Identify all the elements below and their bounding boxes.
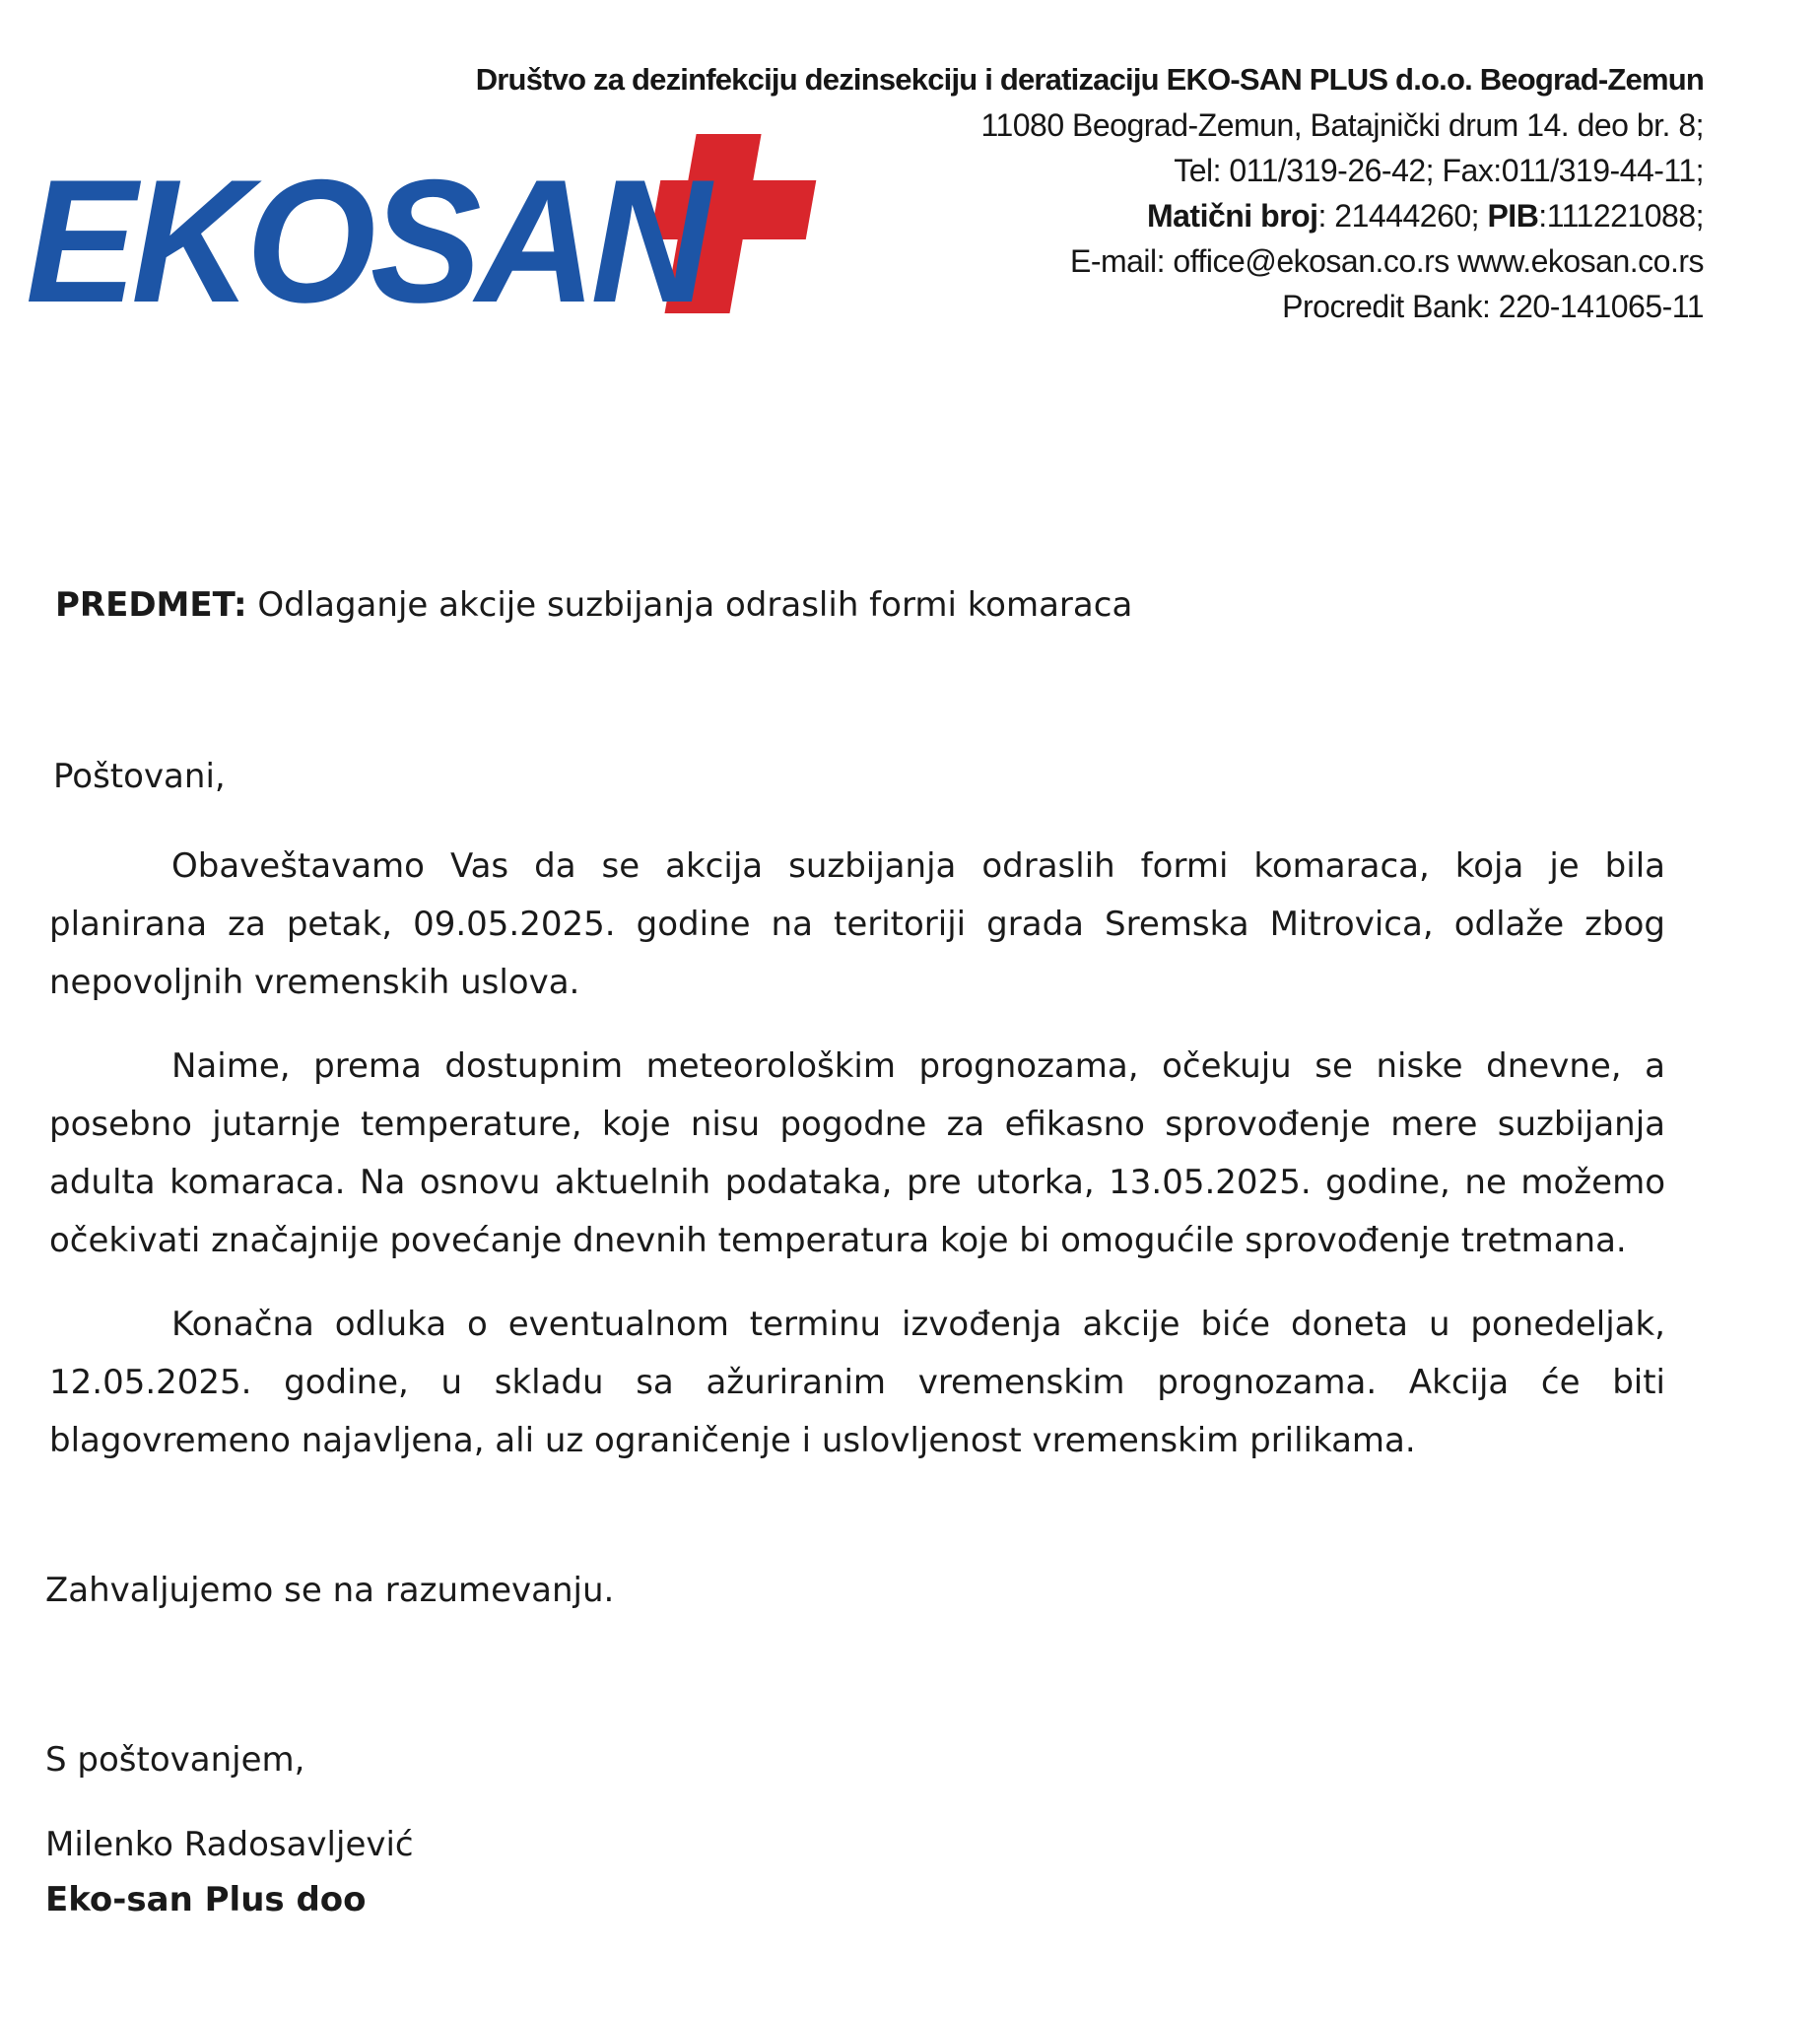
regards: S poštovanjem, xyxy=(45,1740,305,1780)
company-info xyxy=(324,57,1704,329)
subject-text: Odlaganje akcije suzbijanja odraslih formi komaraca xyxy=(246,585,1133,625)
pib-number: :111221088; xyxy=(1538,198,1704,234)
registry-label: Matični broj xyxy=(1146,198,1318,234)
company-bank: Procredit Bank: 220-141065-11 xyxy=(1282,289,1704,324)
greeting: Poštovani, xyxy=(53,757,226,796)
company-email-web: E-mail: office@ekosan.co.rs www.ekosan.co.rs xyxy=(1069,243,1704,279)
subject-line xyxy=(55,585,1132,625)
company-name: Društvo za dezinfekciju dezinsekciju i deratizaciju EKO-SAN PLUS d.o.o. Beograd-Zemun xyxy=(475,62,1704,97)
signer-company: Eko-san Plus doo xyxy=(45,1880,367,1919)
registry-number: : 21444260; xyxy=(1317,198,1488,234)
subject-label: PREDMET: xyxy=(55,585,247,625)
paragraph: Naime, prema dostupnim meteorološkim prognozama, očekuju se niske dnevne, a posebno jutarnje temperature, koje nisu pogodne za efikasno sprovođenje mere suzbijanja adulta komaraca. Na osnovu aktuelnih podataka, pre utorka, 13.05.2025. godine, ne možemo očekivati značajnije povećanje dnevnih temperatura koje bi omogućile sprovođenje tretmana. xyxy=(49,1046,1665,1260)
paragraph: Obaveštavamo Vas da se akcija suzbijanja odraslih formi komaraca, koja je bila planirana za petak, 09.05.2025. godine na teritoriji grada Sremska Mitrovica, odlaže zbog nepovoljnih vremenskih uslova. xyxy=(49,846,1665,1002)
company-registry xyxy=(324,193,1704,238)
company-phone-fax: Tel: 011/319-26-42; Fax:011/319-44-11; xyxy=(1174,153,1704,188)
signer-name: Milenko Radosavljević xyxy=(45,1825,414,1864)
closing-line: Zahvaljujemo se na razumevanju. xyxy=(45,1571,615,1610)
letter-body xyxy=(49,838,1665,1496)
company-address: 11080 Beograd-Zemun, Batajnički drum 14. deo br. 8; xyxy=(980,107,1704,143)
paragraph: Konačna odluka o eventualnom terminu izvođenja akcije biće doneta u ponedeljak, 12.05.2025. godine, u skladu sa ažuriranim vremenskim prognozama. Akcija će biti blagovremeno najavljena, ali uz ograničenje i uslovljenost vremenskim prilikama. xyxy=(49,1305,1665,1460)
logo-wordmark: EKOSAN xyxy=(26,143,714,313)
pib-label: PIB xyxy=(1487,198,1539,234)
